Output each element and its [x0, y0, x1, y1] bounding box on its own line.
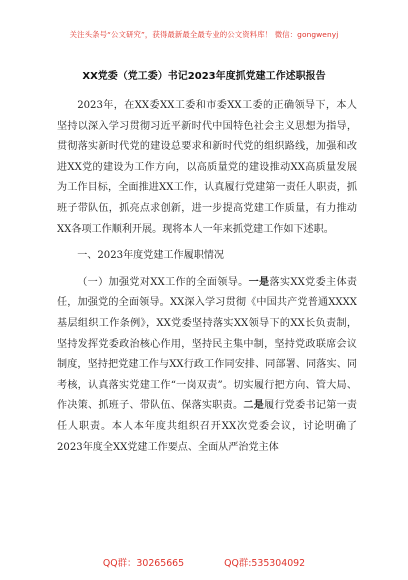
header-banner: 关注头条号“公文研究”，获得最新最全最专业的公文资料库！ 微信：gongwenyj: [69, 30, 339, 39]
paragraph-2-tail: 履行党委书记第一责任人职责。本人本年度共组织召开XX次党委会议，讨论明确了2023年度全XX党建工作要点、全面从严治党主体: [57, 400, 358, 453]
paragraph-2: [57, 273, 357, 458]
paragraph-2-lead: （一）加强党对XX工作的全面领导。: [77, 276, 249, 288]
intro-paragraph: 2023年，在XX委XX工委和市委XX工委的正确领导下，本人坚持以深入学习贯彻习近平新时代中国特色社会主义思想为指导，贯彻落实新时代党的建设总要求和新时代党的组织路线，加强和改进XX党的建设为工作方向，以高质量党的建设推动XX高质量发展为工作目标，全面推进XX工作，认真履行党建第一责任人职责，抓班子带队伍，抓亮点求创新，进一步提高党建工作质量，有力推动XX各项工作顺利开展。现将本人一年来抓党建工作如下述职。: [57, 100, 357, 235]
paragraph-2-bold-2: 二是: [243, 400, 265, 412]
paragraph-2-middle: 落实XX党委主体责任，加强党的全面领导。XX深入学习贯彻《中国共产党普通XXXX基层组织工作条例》，XX党委坚持落实XX领导下的XX长负责制，坚持发挥党委政治核心作用，坚持民主集中制，坚持党政联席会议制度，坚持把党建工作与XX行政工作同安排、同部署、同落实、同考核，认真落实党建工作“一岗双责”。切实履行把方向、管大局、作决策、抓班子、带队伍、保落实职责。: [57, 276, 358, 412]
footer-qq-bar: [0, 555, 408, 569]
section-heading: 一、2023年度党建工作履职情况: [77, 250, 224, 262]
paragraph-2-bold-1: 一是: [248, 276, 270, 288]
footer-qq-group-2: QQ群:535304092: [224, 558, 306, 569]
footer-qq-group-1: QQ群：30265665: [102, 558, 185, 569]
document-body: [57, 96, 357, 458]
document-title: XX党委（党工委）书记2023年度抓党建工作述职报告: [82, 71, 326, 82]
